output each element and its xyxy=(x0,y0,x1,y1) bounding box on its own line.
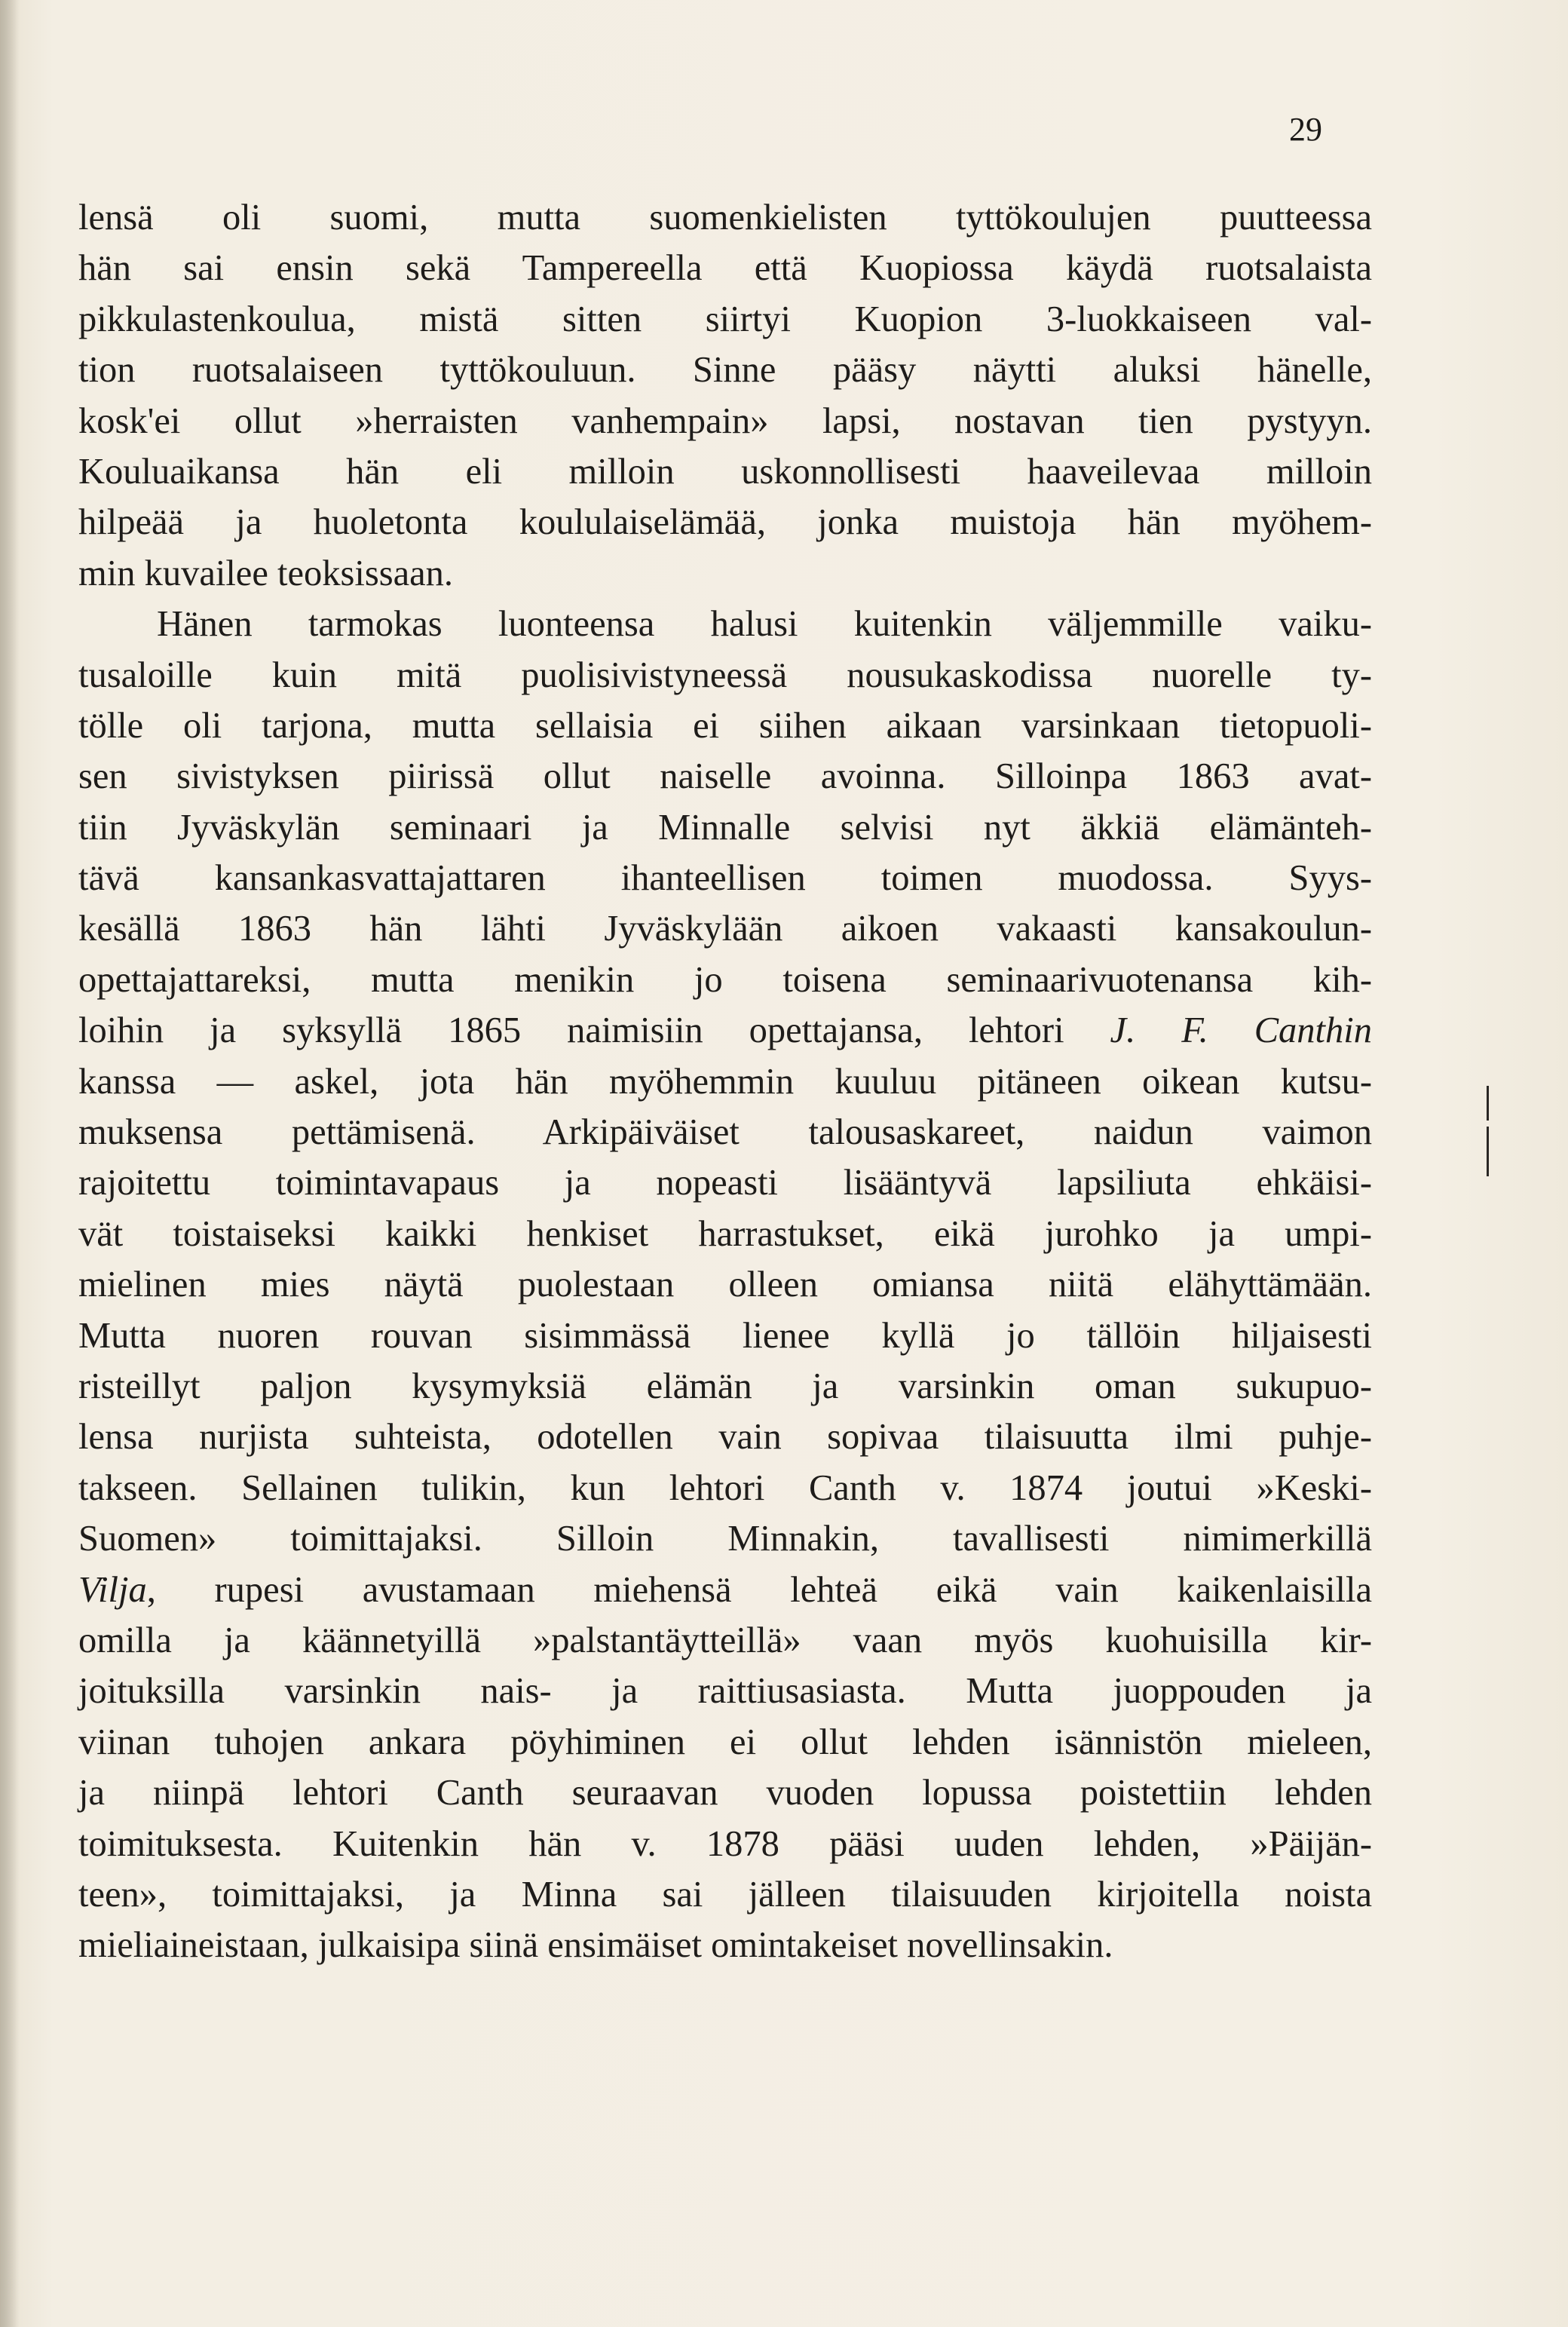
text-line xyxy=(78,903,1372,954)
text-line xyxy=(78,1463,1372,1513)
text-line xyxy=(78,1107,1372,1157)
italic-text: Vilja xyxy=(78,1569,147,1610)
text-segment: kanssa — askel, jota hän myöhemmin kuuluu pitäneen oikean kutsu- xyxy=(78,1061,1372,1102)
text-segment: kosk'ei ollut »herraisten vanhempain» lapsi, nostavan tien pystyyn. xyxy=(78,400,1372,441)
text-segment: vät toistaiseksi kaikki henkiset harrastukset, eikä jurohko ja umpi- xyxy=(78,1213,1372,1254)
text-line xyxy=(78,1513,1372,1564)
paragraph xyxy=(78,192,1372,599)
text-line xyxy=(78,1767,1372,1818)
text-segment: loihin ja syksyllä 1865 naimisiin opettajansa, lehtori xyxy=(78,1010,1110,1051)
text-line xyxy=(78,955,1372,1005)
text-line xyxy=(78,599,1372,649)
text-segment: , rupesi avustamaan miehensä lehteä eikä vain kaikenlaisilla xyxy=(146,1569,1372,1610)
text-segment: Kouluaikansa hän eli milloin uskonnollisesti haaveilevaa milloin xyxy=(78,451,1372,492)
text-segment: sen sivistyksen piirissä ollut naiselle avoinna. Silloinpa 1863 avat- xyxy=(78,756,1372,797)
text-segment: tusaloille kuin mitä puolisivistyneessä nousukaskodissa nuorelle ty- xyxy=(78,655,1372,695)
text-line xyxy=(78,1056,1372,1107)
text-line xyxy=(78,751,1372,802)
text-segment: rajoitettu toimintavapaus ja nopeasti lisääntyvä lapsiliuta ehkäisi- xyxy=(78,1163,1372,1203)
text-segment: ja niinpä lehtori Canth seuraavan vuoden lopussa poistettiin lehden xyxy=(78,1773,1372,1813)
text-segment: tölle oli tarjona, mutta sellaisia ei siihen aikaan varsinkaan tietopuoli- xyxy=(78,705,1372,746)
text-line xyxy=(78,1819,1372,1869)
text-line xyxy=(78,1005,1372,1056)
text-segment: mielinen mies näytä puolestaan olleen omiansa niitä elähyttämään. xyxy=(78,1265,1372,1305)
text-segment: lensa nurjista suhteista, odotellen vain sopivaa tilaisuutta ilmi puhje- xyxy=(78,1417,1372,1458)
text-line xyxy=(78,1920,1372,1970)
text-line xyxy=(78,1412,1372,1462)
text-line xyxy=(78,650,1372,701)
text-segment: lensä oli suomi, mutta suomenkielisten tyttökoulujen puutteessa xyxy=(78,198,1372,238)
text-line xyxy=(78,1565,1372,1615)
spine-shadow xyxy=(0,0,20,2327)
text-line xyxy=(78,1209,1372,1259)
text-line xyxy=(78,1259,1372,1310)
text-line xyxy=(78,243,1372,293)
text-segment: tion ruotsalaiseen tyttökouluun. Sinne pääsy näytti aluksi hänelle, xyxy=(78,350,1372,391)
text-segment: viinan tuhojen ankara pöyhiminen ei ollut lehden isännistön mieleen, xyxy=(78,1721,1372,1762)
text-segment: kesällä 1863 hän lähti Jyväskylään aikoen vakaasti kansakoulun- xyxy=(78,909,1372,949)
text-line xyxy=(78,345,1372,395)
text-line xyxy=(78,1717,1372,1767)
paragraph xyxy=(78,599,1372,1971)
text-line xyxy=(78,1311,1372,1361)
text-line xyxy=(78,1666,1372,1716)
body-text xyxy=(78,192,1372,1971)
text-segment: hän sai ensin sekä Tampereella että Kuopiossa käydä ruotsalaista xyxy=(78,248,1372,289)
text-line xyxy=(78,1361,1372,1412)
text-segment: Mutta nuoren rouvan sisimmässä lienee kyllä jo tällöin hiljaisesti xyxy=(78,1315,1372,1356)
text-segment: pikkulastenkoulua, mistä sitten siirtyi Kuopion 3-luokkaiseen val- xyxy=(78,299,1372,339)
text-segment: tävä kansankasvattajattaren ihanteellisen toimen muodossa. Syys- xyxy=(78,858,1372,899)
text-segment: omilla ja käännetyillä »palstantäytteillä» vaan myös kuohuisilla kir- xyxy=(78,1620,1372,1660)
text-line xyxy=(78,294,1372,345)
text-line xyxy=(78,497,1372,547)
margin-pencil-mark xyxy=(1487,1086,1489,1121)
text-segment: muksensa pettämisenä. Arkipäiväiset talousaskareet, naidun vaimon xyxy=(78,1112,1372,1153)
text-line xyxy=(78,396,1372,446)
text-line xyxy=(78,548,1372,599)
page-number: 29 xyxy=(1289,111,1322,148)
margin-pencil-mark xyxy=(1487,1127,1489,1176)
text-segment: toimituksesta. Kuitenkin hän v. 1878 pääsi uuden lehden, »Päijän- xyxy=(78,1823,1372,1864)
text-line xyxy=(78,1157,1372,1208)
text-line xyxy=(78,802,1372,853)
text-segment: risteillyt paljon kysymyksiä elämän ja varsinkin oman sukupuo- xyxy=(78,1366,1372,1406)
text-line xyxy=(78,1615,1372,1666)
text-line xyxy=(78,192,1372,243)
text-segment: opettajattareksi, mutta menikin jo toisena seminaarivuotenansa kih- xyxy=(78,959,1372,1000)
text-segment: Suomen» toimittajaksi. Silloin Minnakin, tavallisesti nimimerkillä xyxy=(78,1519,1372,1559)
italic-text: J. F. Canthin xyxy=(1110,1010,1372,1051)
text-line xyxy=(78,853,1372,903)
text-segment: hilpeää ja huoletonta koululaiselämää, jonka muistoja hän myöhem- xyxy=(78,502,1372,543)
text-segment: mieliaineistaan, julkaisipa siinä ensimäiset omintakeiset novellinsakin. xyxy=(78,1925,1113,1966)
text-segment: teen», toimittajaksi, ja Minna sai jälleen tilaisuuden kirjoitella noista xyxy=(78,1874,1372,1915)
text-line xyxy=(78,1869,1372,1920)
text-segment: takseen. Sellainen tulikin, kun lehtori Canth v. 1874 joutui »Keski- xyxy=(78,1467,1372,1508)
text-line xyxy=(78,446,1372,497)
text-line xyxy=(78,701,1372,751)
text-segment: joituksilla varsinkin nais- ja raittiusasiasta. Mutta juoppouden ja xyxy=(78,1671,1372,1712)
text-segment: tiin Jyväskylän seminaari ja Minnalle selvisi nyt äkkiä elämänteh- xyxy=(78,807,1372,848)
text-segment: min kuvailee teoksissaan. xyxy=(78,553,454,593)
text-segment: Hänen tarmokas luonteensa halusi kuitenkin väljemmille vaiku- xyxy=(157,604,1372,645)
